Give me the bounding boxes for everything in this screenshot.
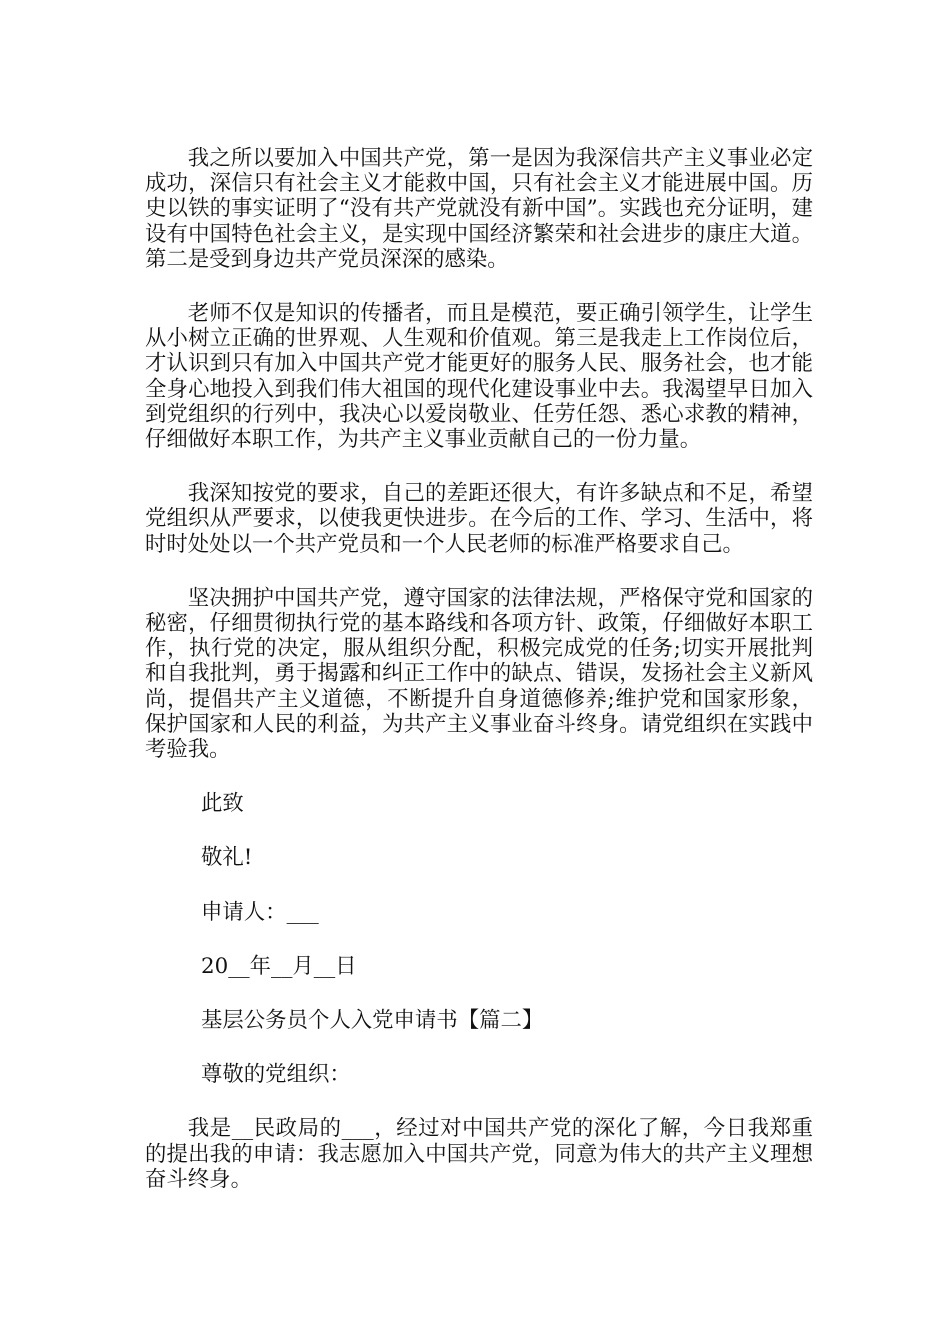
section-title: 基层公务员个人入党申请书【篇二】 (201, 1008, 544, 1034)
paragraph-reasons: 我之所以要加入中国共产党，第一是因为我深信共产主义事业必定成功，深信只有社会主义才能救中国，只有社会主义才能进展中国。历史以铁的事实证明了“没有共产党就没有新中国”。实践也充分证明，建设有中国特色社会主义，是实现中国经济繁荣和社会进步的康庄大道。第二是受到身边共产党员深深的感染。 (145, 146, 813, 272)
date-line: 20__年__月__日 (201, 953, 357, 979)
paragraph-teacher: 老师不仅是知识的传播者，而且是模范，要正确引领学生，让学生从小树立正确的世界观、人生观和价值观。第三是我走上工作岗位后，才认识到只有加入中国共产党才能更好的服务人民、服务社会，也才能全身心地投入到我们伟大祖国的现代化建设事业中去。我渴望早日加入到党组织的行列中，我决心以爱岗敬业、任劳任怨、悉心求教的精神，仔细做好本职工作，为共产主义事业贡献自己的一份力量。 (145, 301, 813, 453)
paragraph-intro: 我是__民政局的___，经过对中国共产党的深化了解，今日我郑重的提出我的申请：我志愿加入中国共产党，同意为伟大的共产主义理想奋斗终身。 (145, 1116, 813, 1192)
paragraph-commitment: 坚决拥护中国共产党，遵守国家的法律法规，严格保守党和国家的秘密，仔细贯彻执行党的基本路线和各项方针、政策，仔细做好本职工作，执行党的决定，服从组织分配，积极完成党的任务;切实开展批判和自我批判，勇于揭露和纠正工作中的缺点、错误，发扬社会主义新风尚，提倡共产主义道德，不断提升自身道德修养;维护党和国家形象，保护国家和人民的利益，为共产主义事业奋斗终身。请党组织在实践中考验我。 (145, 585, 813, 763)
applicant-signature-line: 申请人：___ (201, 899, 319, 925)
paragraph-self-awareness: 我深知按党的要求，自己的差距还很大，有许多缺点和不足，希望党组织从严要求，以使我更快进步。在今后的工作、学习、生活中，将时时处处以一个共产党员和一个人民老师的标准严格要求自己。 (145, 481, 813, 557)
greeting-line: 尊敬的党组织： (201, 1062, 351, 1088)
closing-salutation: 此致 (201, 791, 244, 817)
document-body (145, 146, 813, 1221)
closing-regards: 敬礼! (201, 845, 253, 871)
